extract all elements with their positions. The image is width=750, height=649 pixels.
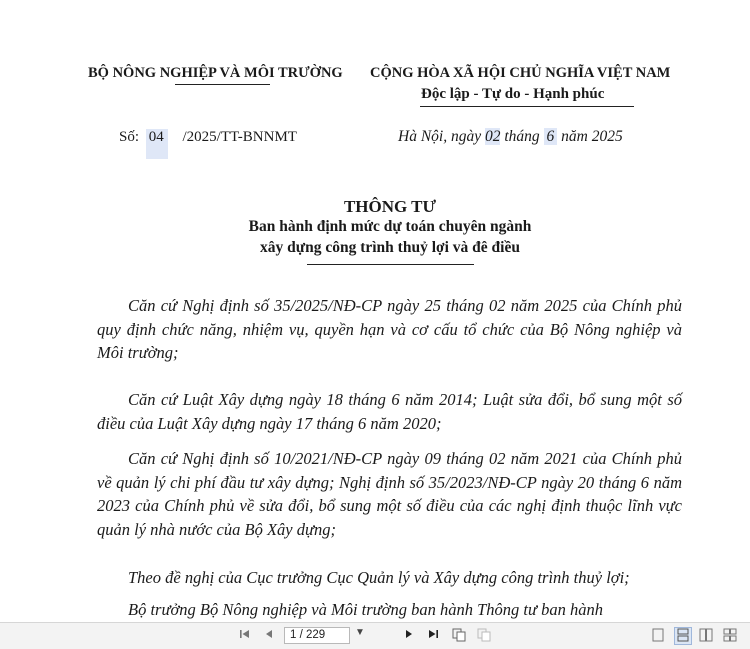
copy-icon[interactable]: [451, 628, 467, 644]
date-month: 6: [544, 128, 558, 145]
subject-line-1: Ban hành định mức dự toán chuyên ngành: [248, 218, 532, 235]
next-page-icon[interactable]: [402, 628, 416, 644]
ministry-underline: [175, 84, 270, 85]
paragraph-legal-basis-3: Căn cứ Nghị định số 10/2021/NĐ-CP ngày 09 tháng 02 năm 2021 của Chính phủ về quản lý chi phí đầu tư xây dựng; Nghị định số 35/2023/NĐ-CP ngày 20 tháng 6 năm 2023 của Chính phủ về sửa đổi, bổ sung một số điều của các nghị định thuộc lĩnh vực quản lý nhà nước của Bộ Xây dựng;: [97, 449, 682, 539]
document-number: [119, 129, 297, 159]
number-value: 04: [146, 129, 168, 159]
paragraph-legal-basis-2: Căn cứ Luật Xây dựng ngày 18 tháng 6 năm 2014; Luật sửa đổi, bổ sung một số điều của Luật Xây dựng ngày 17 tháng 6 năm 2020;: [97, 390, 682, 433]
motto-underline: [420, 106, 634, 107]
document-type: THÔNG TƯ: [343, 197, 437, 216]
pdf-viewer-toolbar: [0, 622, 750, 649]
last-page-icon[interactable]: [426, 628, 440, 644]
page-number-input[interactable]: 1 / 229: [284, 627, 350, 644]
date-day: 02: [484, 128, 501, 145]
continuous-view-icon[interactable]: [674, 627, 692, 645]
two-page-view-icon[interactable]: [698, 628, 714, 644]
dropdown-icon[interactable]: ▼: [355, 627, 365, 638]
paragraph-proposal: Theo đề nghị của Cục trưởng Cục Quản lý và Xây dựng công trình thuỷ lợi;: [128, 568, 630, 587]
date-year: năm 2025: [561, 128, 623, 145]
date-month-label: tháng: [504, 128, 540, 145]
number-suffix: /2025/TT-BNNMT: [182, 129, 297, 145]
number-label: Số:: [119, 129, 140, 145]
national-title: CỘNG HÒA XÃ HỘI CHỦ NGHĨA VIỆT NAM: [370, 65, 671, 81]
paragraph-legal-basis-1: Căn cứ Nghị định số 35/2025/NĐ-CP ngày 25 tháng 02 năm 2025 của Chính phủ quy định chức năng, nhiệm vụ, quyền hạn và cơ cấu tổ chức của Bộ Nông nghiệp và Môi trường;: [97, 296, 682, 362]
single-page-view-icon[interactable]: [650, 628, 666, 644]
paragraph-issuance: Bộ trưởng Bộ Nông nghiệp và Môi trường ban hành Thông tư ban hành: [128, 600, 603, 619]
ministry-name: BỘ NÔNG NGHIỆP VÀ MÔI TRƯỜNG: [88, 65, 343, 81]
date-prefix: Hà Nội, ngày: [398, 128, 482, 145]
subject-underline: [307, 264, 474, 265]
two-page-continuous-icon[interactable]: [722, 628, 738, 644]
copy-disabled-icon: [476, 628, 492, 644]
prev-page-icon[interactable]: [262, 628, 276, 644]
first-page-icon[interactable]: [238, 628, 252, 644]
subject-line-2: xây dựng công trình thuỷ lợi và đê điều: [260, 239, 520, 256]
issue-date: [398, 128, 623, 146]
national-motto: Độc lập - Tự do - Hạnh phúc: [421, 86, 605, 102]
